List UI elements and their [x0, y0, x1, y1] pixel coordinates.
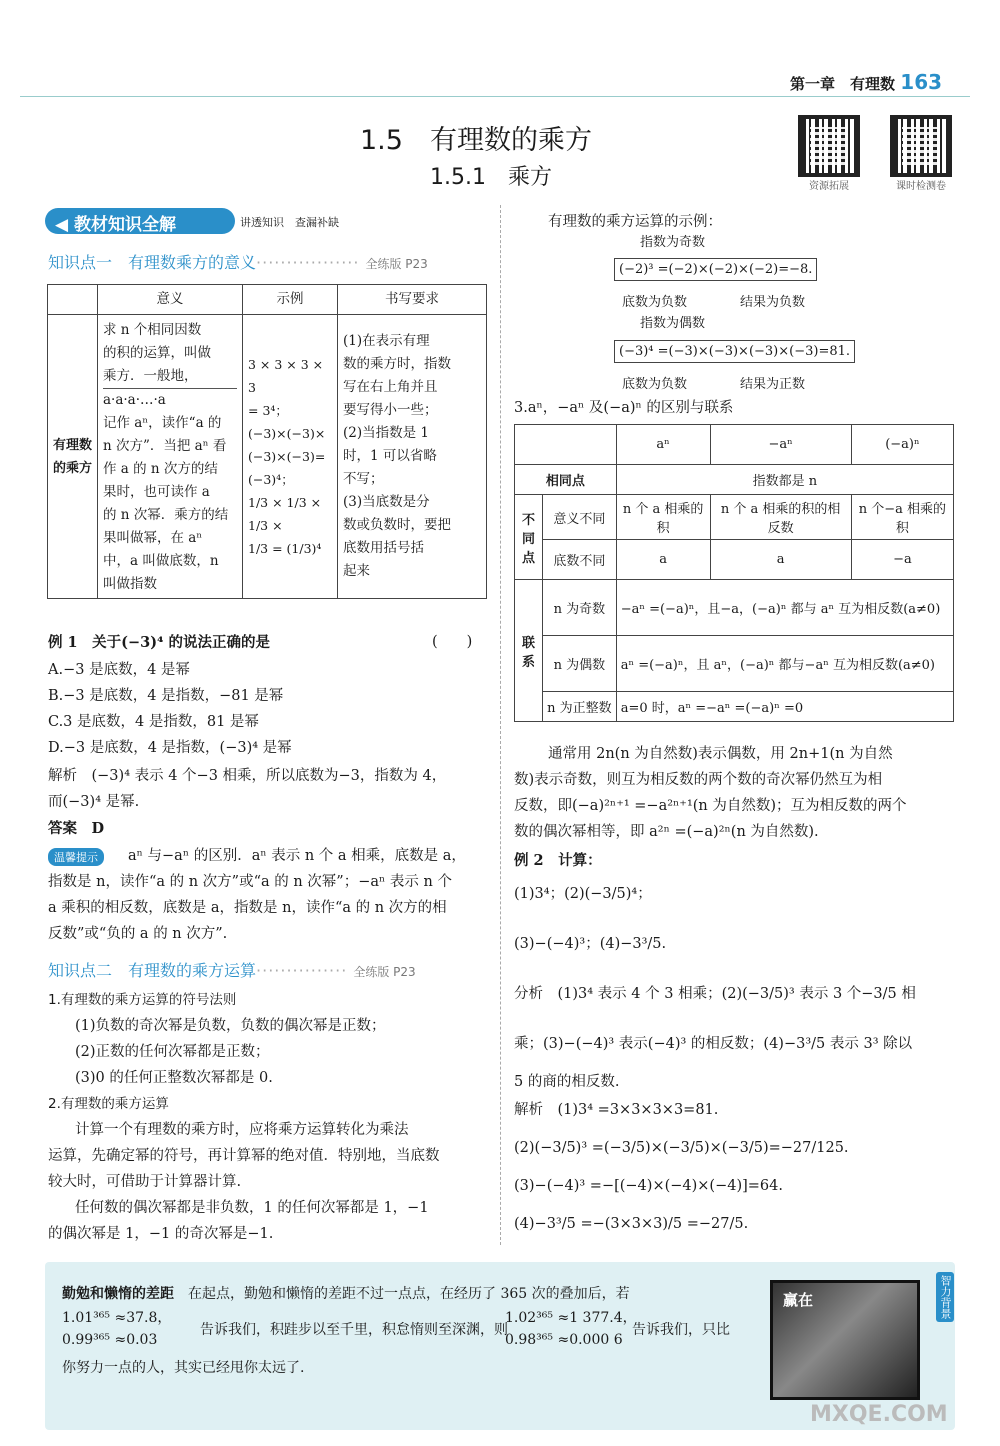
megaphone-icon: ◀	[55, 215, 69, 235]
ex1-analysis: 而(−3)⁴ 是幂.	[48, 794, 140, 810]
ex2-solution: (4)−3³/5 =−(3×3×3)/5 =−27/5.	[514, 1216, 749, 1232]
tip-label: 温馨提示	[48, 848, 104, 866]
qr-right[interactable]	[890, 115, 952, 192]
chapter-header	[790, 70, 942, 94]
column-divider	[500, 205, 501, 1245]
kp2-line: 较大时，可借助于计算器计算.	[48, 1174, 242, 1190]
ex2-part: (1)3⁴；(2)(−3/5)⁴；	[514, 886, 652, 902]
qr-left[interactable]	[798, 115, 860, 192]
diagram1-left: 底数为负数	[622, 295, 688, 310]
rules-cell: (1)在表示有理 数的乘方时，指数 写在右上角并且 要写得小一些； (2)当指数是 1 时，1 可以省略 不写； (3)当底数是分 数或负数时，要把 底数用括号括 起来	[338, 315, 487, 599]
kp2-line: 2.有理数的乘方运算	[48, 1096, 169, 1112]
tip-line: aⁿ 与−aⁿ 的区别．aⁿ 表示 n 个 a 相乘，底数是 a，	[128, 848, 466, 864]
chapter-title: 有理数	[850, 75, 896, 93]
footer-line1: 勤勉和懒惰的差距 在起点，勤勉和懒惰的差距不过一点点，在经历了 365 次的叠加后，若	[62, 1286, 630, 1302]
ex1-stem: 例 1 关于(−3)⁴ 的说法正确的是	[48, 634, 270, 651]
table2-title: 3.aⁿ，−aⁿ 及(−a)ⁿ 的区别与联系	[514, 400, 734, 416]
ex2-part: (3)−(−4)³；(4)−3³/5.	[514, 936, 667, 952]
kp2-line: 1.有理数的乘方运算的符号法则	[48, 992, 237, 1008]
right-intro: 有理数的乘方运算的示例：	[548, 214, 722, 230]
watermark: MXQE.COM	[810, 1402, 948, 1427]
footer-eq: 1.01³⁶⁵ ≈37.8，	[62, 1310, 172, 1326]
example-cell: 3 × 3 × 3 × 3 = 3⁴； (−3)×(−3)× (−3)×(−3)= (−3)⁴； 1/3 × 1/3 × 1/3 × 1/3 = (1/3)⁴	[243, 315, 338, 599]
diagram2-expr: (−3)⁴ =(−3)×(−3)×(−3)×(−3)=81.	[614, 340, 855, 363]
diagram1-top: 指数为奇数	[640, 235, 706, 250]
tip-line: 反数”或“负的 a 的 n 次方”.	[48, 926, 228, 942]
ex1-option: A.−3 是底数，4 是幂	[48, 662, 190, 678]
row-label: 有理数的乘方	[48, 315, 98, 599]
ex1-option: D.−3 是底数，4 是指数，(−3)⁴ 是幂	[48, 740, 292, 756]
diagram2-right: 结果为正数	[740, 377, 806, 392]
diagram1-expr: (−2)³ =(−2)×(−2)×(−2)=−8.	[614, 258, 817, 281]
banner-subtitle: 讲透知识 查漏补缺	[240, 216, 339, 229]
ex1-option: B.−3 是底数，4 是指数，−81 是幂	[48, 688, 284, 704]
footer-text: 告诉我们，积跬步以至千里，积怠惰则至深渊，则	[200, 1322, 508, 1338]
kp2-line: (3)0 的任何正整数次幂都是 0.	[75, 1070, 273, 1086]
diagram2-top: 指数为偶数	[640, 316, 706, 331]
kp2-line: 任何数的偶次幂都是非负数，1 的任何次幂都是 1，−1	[75, 1200, 429, 1216]
tip-line: a 乘积的相反数，底数是 a，指数是 n，读作“a 的 n 次方的相	[48, 900, 447, 916]
ex1-option: C.3 是底数，4 是指数，81 是幂	[48, 714, 259, 730]
kp2-line: (2)正数的任何次幂都是正数；	[75, 1044, 270, 1060]
tip-line: 指数是 n，读作“a 的 n 次方”或“a 的 n 次幂”；−aⁿ 表示 n 个	[48, 874, 452, 890]
qr-code-icon	[890, 115, 952, 177]
page-number: 163	[900, 70, 943, 94]
footer-eq: 0.99³⁶⁵ ≈0.03	[62, 1332, 158, 1348]
section-banner	[45, 208, 235, 234]
qr-left-label: 资源拓展	[809, 181, 849, 192]
footer-eq: 1.02³⁶⁵ ≈1 377.4，	[505, 1310, 637, 1326]
meaning-table: 意义 示例 书写要求 有理数的乘方 求 n 个相同因数 的积的运算，叫做 乘方．一般地， a·a·a·…·a 记作 aⁿ，读作“a 的 n 次方”．当把 aⁿ 看 作 a 的 n 次方的结 果时，也可读作 a 的 n 次幂．乘方的结 果叫做幂，在 aⁿ 中，a 叫做底数，n 叫做指数 3 × 3 × 3 × 3 = 3⁴； (−3)×(−3)× (−3)×(−3)= (−3)⁴； 1/3 × 1/3 × 1/3 × 1/3 = (1/3)⁴ (1)在表示有理 数的乘方时，指数 写在右上角并且 要写得小一些； (2)当指数是 1 时，1 可以省略 不写； (3)当底数是分 数或负数时，要把 底数用括号括 起来	[47, 284, 487, 599]
ex2-solution: 解析 (1)3⁴ =3×3×3×3=81.	[514, 1102, 719, 1118]
side-tab: 智力背景	[936, 1272, 954, 1322]
ex2-solution: (2)(−3/5)³ =(−3/5)×(−3/5)×(−3/5)=−27/125.	[514, 1140, 849, 1156]
ex2-analysis: 分析 (1)3⁴ 表示 4 个 3 相乘；(2)(−3/5)³ 表示 3 个−3/5 相	[514, 986, 916, 1002]
right-para: 数的偶次幂相等，即 a²ⁿ =(−a)²ⁿ(n 为自然数).	[514, 824, 819, 840]
meaning-cell: 求 n 个相同因数 的积的运算，叫做 乘方．一般地， a·a·a·…·a 记作 aⁿ，读作“a 的 n 次方”．当把 aⁿ 看 作 a 的 n 次方的结 果时，也可读作 a 的 n 次幂．乘方的结 果叫做幂，在 aⁿ 中，a 叫做底数，n 叫做指数	[98, 315, 243, 599]
comparison-table: aⁿ −aⁿ (−a)ⁿ 相同点 指数都是 n 不同点 意义不同 n 个 a 相乘的积 n 个 a 相乘的积的相反数 n 个−a 相乘的积 底数不同 a a −a 联系 n 为奇数 −aⁿ =(−a)ⁿ，且−a，(−a)ⁿ 都与 aⁿ 互为相反数(a≠0) n 为偶数 aⁿ =(−a)ⁿ，且 aⁿ，(−a)ⁿ 都与−aⁿ 互为相反数(a≠0) n 为正整数 a=0 时，aⁿ =−aⁿ =(−a)ⁿ =0	[514, 424, 954, 722]
footer-eq: 0.98³⁶⁵ ≈0.000 6	[505, 1332, 623, 1348]
kp2-line: (1)负数的奇次幂是负数，负数的偶次幂是正数；	[75, 1018, 386, 1034]
diagram1-right: 结果为负数	[740, 295, 806, 310]
right-para: 反数，即(−a)²ⁿ⁺¹ =−a²ⁿ⁺¹(n 为自然数)；互为相反数的两个	[514, 798, 907, 814]
footer-photo	[770, 1280, 920, 1400]
right-para: 数)表示奇数，则互为相反数的两个数的奇次幂仍然互为相	[514, 772, 883, 788]
ex1-answer: 答案 D	[48, 820, 105, 837]
knowledge-point-1: 知识点一 有理数乘方的意义················· 全练版 P23	[48, 253, 428, 272]
ex2-analysis: 乘；(3)−(−4)³ 表示(−4)³ 的相反数；(4)−3³/5 表示 3³ 除以	[514, 1036, 913, 1052]
kp2-line: 计算一个有理数的乘方时，应将乘方运算转化为乘法	[75, 1122, 409, 1138]
ex1-analysis: 解析 (−3)⁴ 表示 4 个−3 相乘，所以底数为−3，指数为 4，	[48, 768, 447, 784]
header-rule	[20, 96, 970, 97]
footer-text: 告诉我们，只比	[632, 1322, 730, 1338]
kp2-line: 运算，先确定幂的符号，再计算幂的绝对值．特别地，当底数	[48, 1148, 440, 1164]
qr-code-icon	[798, 115, 860, 177]
knowledge-point-2: 知识点二 有理数的乘方运算··············· 全练版 P23	[48, 961, 416, 980]
ex1-paren: ( )	[432, 634, 473, 650]
kp2-line: 的偶次幂是 1，−1 的奇次幂是−1.	[48, 1226, 274, 1242]
banner-title: 教材知识全解	[74, 215, 176, 235]
ex2-analysis: 5 的商的相反数.	[514, 1074, 620, 1090]
ex2-solution: (3)−(−4)³ =−[(−4)×(−4)×(−4)]=64.	[514, 1178, 783, 1194]
footer-text: 你努力一点的人，其实已经甩你太远了.	[62, 1360, 305, 1376]
photo-caption: 赢在	[783, 1291, 814, 1309]
subsection-title: 1.5.1 乘方	[430, 165, 552, 190]
section-title: 1.5 有理数的乘方	[360, 125, 592, 156]
right-para: 通常用 2n(n 为自然数)表示偶数，用 2n+1(n 为自然	[548, 746, 893, 762]
chapter-label: 第一章	[790, 75, 836, 93]
qr-right-label: 课时检测卷	[896, 181, 946, 192]
diagram2-left: 底数为负数	[622, 377, 688, 392]
ex2-stem: 例 2 计算：	[514, 852, 602, 869]
